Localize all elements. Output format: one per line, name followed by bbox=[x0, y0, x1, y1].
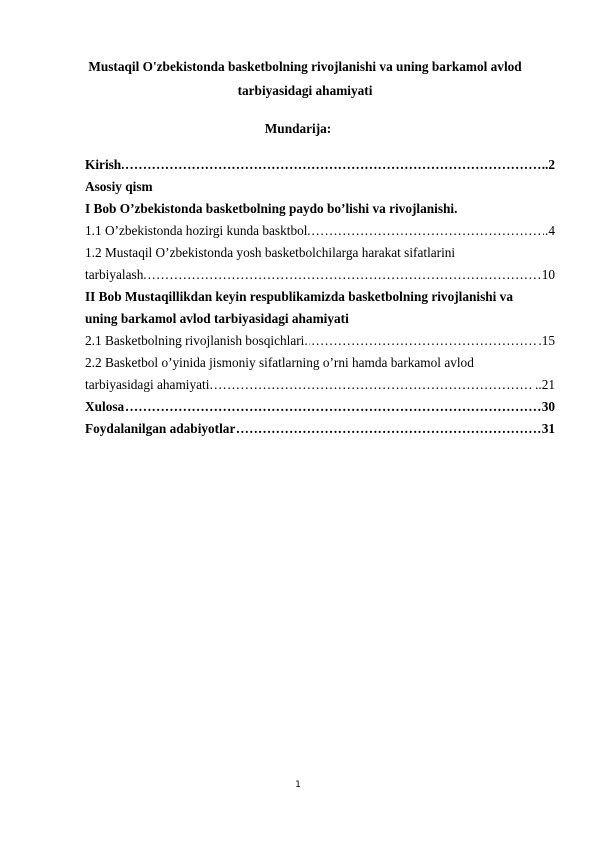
toc-page-number: .15 bbox=[537, 330, 555, 352]
toc-entry-label: II Bob Mustaqillikdan keyin respublikamizda basketbolning rivojlanishi va bbox=[85, 289, 513, 304]
toc-page-number: .4 bbox=[544, 220, 555, 242]
toc-entry-label: tarbiyasidagi ahamiyati bbox=[85, 377, 210, 392]
toc-entry-bob-1[interactable] bbox=[85, 198, 555, 220]
toc-entry-2-2-line-1[interactable] bbox=[85, 352, 555, 374]
document-title bbox=[60, 55, 550, 103]
toc-entry-asosiy-qism[interactable] bbox=[85, 176, 555, 198]
toc-entry-2-2-line-2[interactable] bbox=[85, 374, 555, 396]
toc-entry-label: Xulosa bbox=[85, 399, 125, 414]
toc-entry-label: tarbiyalash bbox=[85, 267, 144, 282]
toc-entry-foydalanilgan-adabiyotlar[interactable] bbox=[85, 418, 555, 440]
page-number: 1 bbox=[295, 780, 301, 790]
toc-entry-1-2-line-2[interactable] bbox=[85, 264, 555, 286]
toc-entry-1-2-line-1[interactable] bbox=[85, 242, 555, 264]
table-of-contents bbox=[85, 154, 555, 440]
title-line-2: tarbiyasidagi ahamiyati bbox=[237, 83, 373, 98]
title-line-1: Mustaqil O'zbekistonda basketbolning rivojlanishi va uning barkamol avlod bbox=[88, 59, 522, 74]
toc-entry-xulosa[interactable] bbox=[85, 396, 555, 418]
toc-entry-label: Kirish bbox=[85, 157, 122, 172]
toc-entry-label: 1.1 O’zbekistonda hozirgi kunda basktbol bbox=[85, 223, 308, 238]
toc-page-number: 30 bbox=[541, 396, 555, 418]
toc-entry-1-1[interactable] bbox=[85, 220, 555, 242]
toc-entry-label: 2.1 Basketbolning rivojlanish bosqichlari. bbox=[85, 333, 308, 348]
toc-entry-bob-2-line-1[interactable] bbox=[85, 286, 555, 308]
toc-page-number: ..21 bbox=[534, 374, 555, 396]
toc-entry-label: Asosiy qism bbox=[85, 179, 153, 194]
toc-entry-bob-2-line-2[interactable] bbox=[85, 308, 555, 330]
toc-entry-label: uning barkamol avlod tarbiyasidagi ahamiyati bbox=[85, 311, 349, 326]
toc-entry-label: Foydalanilgan adabiyotlar bbox=[85, 421, 236, 436]
toc-page-number: 31 bbox=[541, 418, 555, 440]
toc-entry-label: 2.2 Basketbol o’yinida jismoniy sifatlarning o’rni hamda barkamol avlod bbox=[85, 355, 474, 370]
contents-heading: Mundarija: bbox=[264, 121, 332, 136]
toc-entry-kirish[interactable] bbox=[85, 154, 555, 176]
toc-entry-2-1[interactable] bbox=[85, 330, 555, 352]
toc-page-number: ..2 bbox=[541, 154, 555, 176]
toc-page-number: 10 bbox=[541, 264, 555, 286]
toc-entry-label: I Bob O’zbekistonda basketbolning paydo bo’lishi va rivojlanishi. bbox=[85, 201, 458, 216]
toc-entry-label: 1.2 Mustaqil O’zbekistonda yosh basketbolchilarga harakat sifatlarini bbox=[85, 245, 456, 260]
